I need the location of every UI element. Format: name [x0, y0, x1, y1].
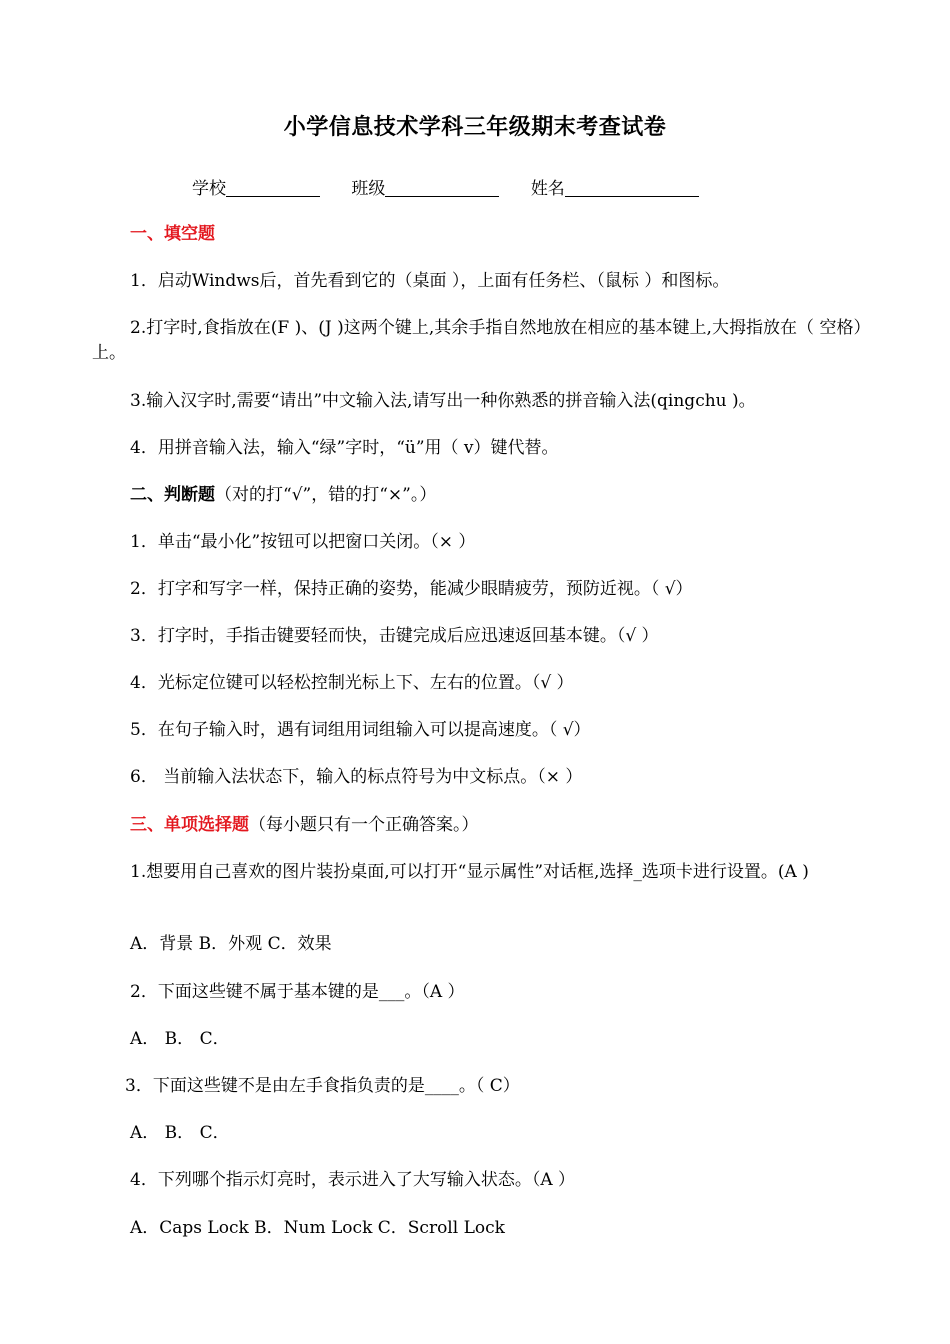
- school-label: 学校: [192, 179, 226, 199]
- choice-question-1-options: A．背景 B．外观 C．效果: [130, 934, 332, 954]
- fill-question-1: 1．启动Windws后，首先看到它的（桌面 ），上面有任务栏、（鼠标 ）和图标。: [130, 271, 730, 291]
- school-blank: [226, 178, 320, 197]
- section-heading: 三、单项选择题: [130, 815, 249, 835]
- choice-question-3: 3．下面这些键不是由左手食指负责的是____。（ C）: [125, 1076, 520, 1096]
- fill-question-3: 3.输入汉字时,需要“请出”中文输入法,请写出一种你熟悉的拼音输入法(qingchu )。: [130, 391, 756, 411]
- class-blank: [385, 178, 499, 197]
- judge-question-4: 4．光标定位键可以轻松控制光标上下、左右的位置。（√ ）: [130, 673, 574, 693]
- choice-question-3-options: A． B． C．: [130, 1123, 230, 1143]
- class-label: 班级: [351, 179, 386, 199]
- student-info-row: [192, 174, 725, 199]
- section-judge-heading: [130, 483, 436, 507]
- choice-question-4-options: A．Caps Lock B．Num Lock C．Scroll Lock: [130, 1218, 505, 1238]
- page-title: 小学信息技术学科三年级期末考查试卷: [283, 115, 667, 140]
- judge-question-2: 2．打字和写字一样，保持正确的姿势，能减少眼睛疲劳，预防近视。（ √）: [130, 579, 693, 599]
- section-fill-in-heading: [130, 222, 215, 246]
- choice-question-4: 4．下列哪个指示灯亮时，表示进入了大写输入状态。（A ）: [130, 1170, 575, 1190]
- fill-question-2: 2.打字时,食指放在(F )、(J )这两个键上,其余手指自然地放在相应的基本键上,大拇指放在（ 空格）上。: [92, 318, 862, 363]
- judge-question-6: 6． 当前输入法状态下，输入的标点符号为中文标点。（× ）: [130, 767, 583, 787]
- class-field: [351, 174, 499, 199]
- section-note: （每小题只有一个正确答案。）: [249, 815, 479, 835]
- judge-question-5: 5．在句子输入时，遇有词组用词组输入可以提高速度。（ √）: [130, 720, 591, 740]
- name-field: [531, 174, 699, 199]
- name-blank: [565, 178, 699, 197]
- section-note: （对的打“√”，错的打“×”。）: [215, 485, 437, 505]
- choice-question-2: 2．下面这些键不属于基本键的是___。（A ）: [130, 982, 465, 1002]
- section-heading: 一、填空题: [130, 224, 215, 244]
- fill-question-4: 4．用拼音输入法，输入“绿”字时，“ü”用（ v）键代替。: [130, 438, 559, 458]
- judge-question-3: 3．打字时，手指击键要轻而快，击键完成后应迅速返回基本键。（√ ）: [130, 626, 659, 646]
- choice-question-2-options: A． B． C．: [130, 1029, 230, 1049]
- section-heading: 二、判断题: [130, 485, 215, 505]
- name-label: 姓名: [530, 179, 565, 199]
- section-choice-heading: [130, 813, 479, 837]
- choice-question-1: 1.想要用自己喜欢的图片装扮桌面,可以打开“显示属性”对话框,选择_选项卡进行设置。(A ): [130, 862, 809, 882]
- school-field: [192, 174, 320, 199]
- judge-question-1: 1．单击“最小化”按钮可以把窗口关闭。（× ）: [130, 532, 476, 552]
